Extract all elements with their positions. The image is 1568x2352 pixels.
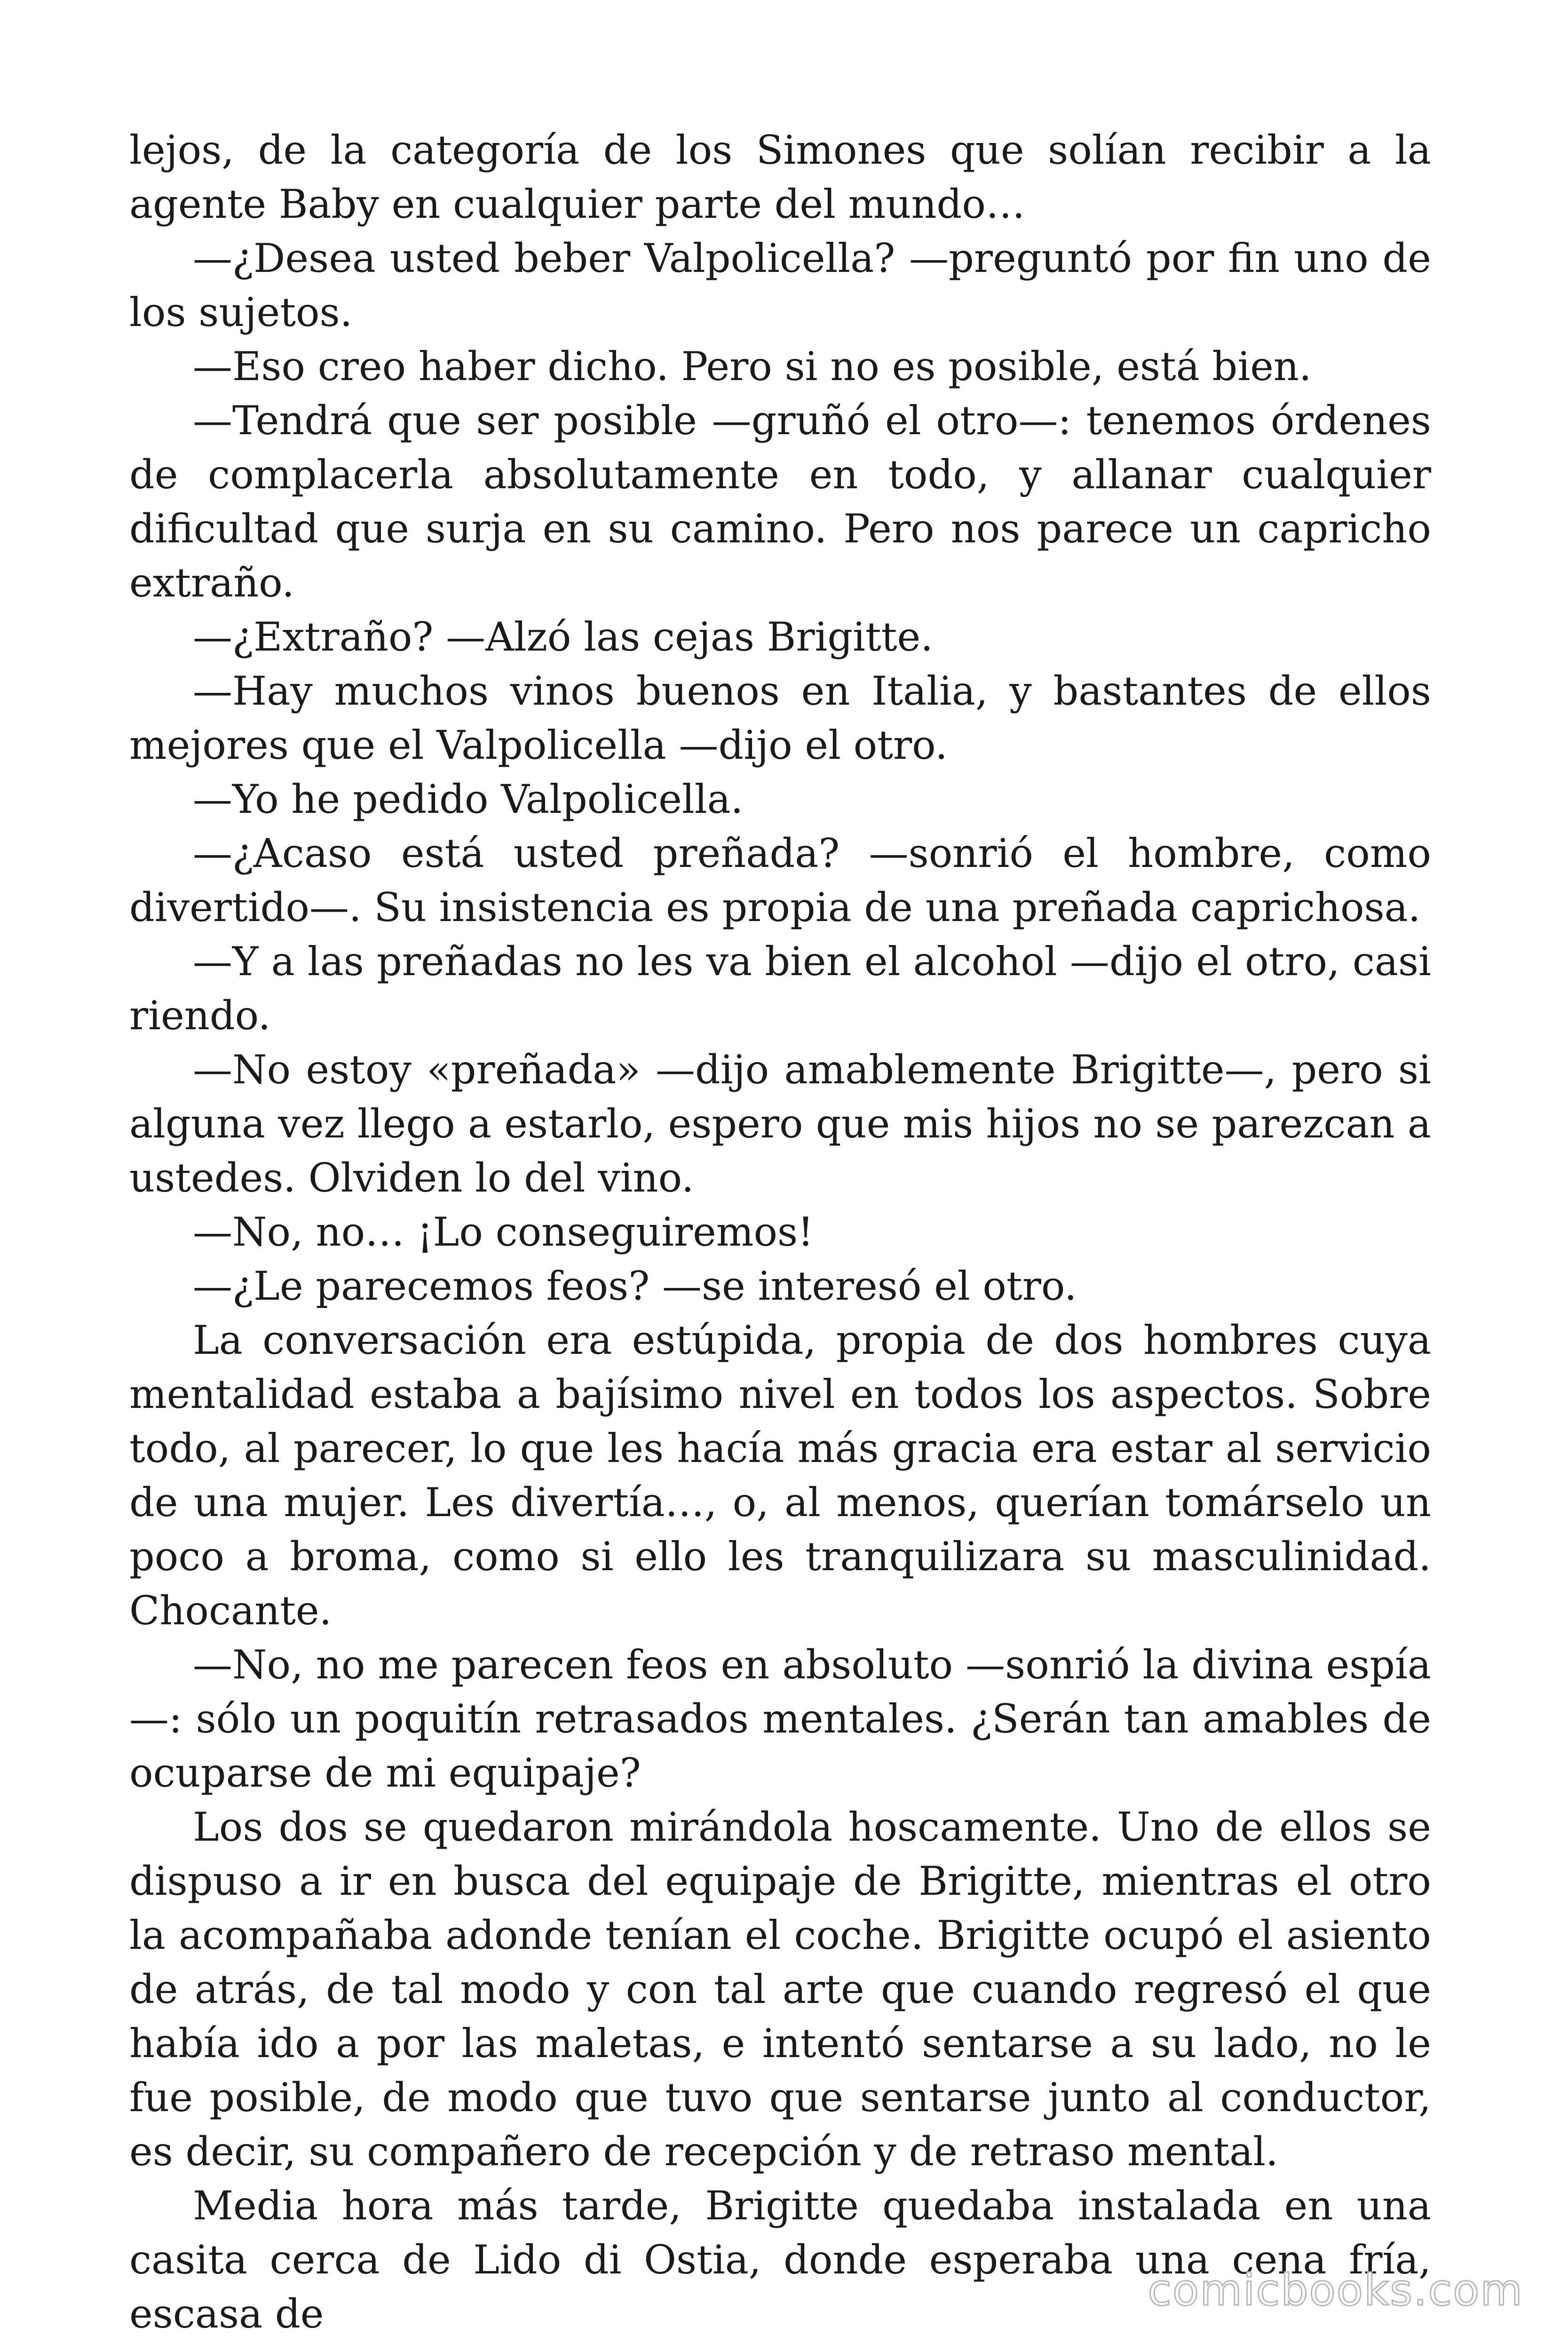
body-text: [129, 123, 1431, 2341]
paragraph-9: —Y a las preñadas no les va bien el alcohol —dijo el otro, casi riendo.: [129, 938, 1431, 1039]
paragraph-10: —No estoy «preñada» —dijo amablemente Brigitte—, pero si alguna vez llego a estarlo, espero que mis hijos no se parezcan a ustedes. Olviden lo del vino.: [129, 1047, 1431, 1201]
watermark-logo: comicbooks.com: [1148, 2265, 1523, 2315]
paragraph-15: Los dos se quedaron mirándola hoscamente. Uno de ellos se dispuso a ir en busca del equipaje de Brigitte, mientras el otro la acompañaba adonde tenían el coche. Brigitte ocupó el asiento de atrás, de tal modo y con tal arte que cuando regresó el que había ido a por las maletas, e intentó sentarse a su lado, no le fue posible, de modo que tuvo que sentarse junto al conductor, es decir, su compañero de recepción y de retraso mental.: [129, 1804, 1431, 2175]
paragraph-5: —¿Extraño? —Alzó las cejas Brigitte.: [193, 614, 933, 660]
paragraph-12: —¿Le parecemos feos? —se interesó el otro.: [193, 1263, 1077, 1309]
paragraph-8: —¿Acaso está usted preñada? —sonrió el hombre, como divertido—. Su insistencia es propia de una preñada caprichosa.: [129, 830, 1431, 930]
paragraph-7: —Yo he pedido Valpolicella.: [193, 776, 744, 822]
paragraph-3: —Eso creo haber dicho. Pero si no es posible, está bien.: [193, 343, 1312, 389]
paragraph-16: Media hora más tarde, Brigitte quedaba instalada en una casita cerca de Lido di Ostia, donde esperaba una cena fría, escasa de: [129, 2183, 1431, 2337]
paragraph-1: lejos, de la categoría de los Simones que solían recibir a la agente Baby en cualquier parte del mundo…: [129, 127, 1431, 227]
paragraph-14: —No, no me parecen feos en absoluto —sonrió la divina espía—: sólo un poquitín retrasados mentales. ¿Serán tan amables de ocuparse de mi equipaje?: [129, 1642, 1431, 1796]
paragraph-11: —No, no… ¡Lo conseguiremos!: [193, 1209, 814, 1255]
paragraph-6: —Hay muchos vinos buenos en Italia, y bastantes de ellos mejores que el Valpolicella —dijo el otro.: [129, 668, 1431, 768]
paragraph-2: —¿Desea usted beber Valpolicella? —preguntó por fin uno de los sujetos.: [129, 235, 1431, 335]
paragraph-4: —Tendrá que ser posible —gruñó el otro—: tenemos órdenes de complacerla absolutamente en todo, y allanar cualquier dificultad que surja en su camino. Pero nos parece un capricho extraño.: [129, 397, 1431, 606]
paragraph-13: La conversación era estúpida, propia de dos hombres cuya mentalidad estaba a bajísimo nivel en todos los aspectos. Sobre todo, al parecer, lo que les hacía más gracia era estar al servicio de una mujer. Les divertía…, o, al menos, querían tomárselo un poco a broma, como si ello les tranquilizara su masculinidad. Chocante.: [129, 1317, 1431, 1634]
